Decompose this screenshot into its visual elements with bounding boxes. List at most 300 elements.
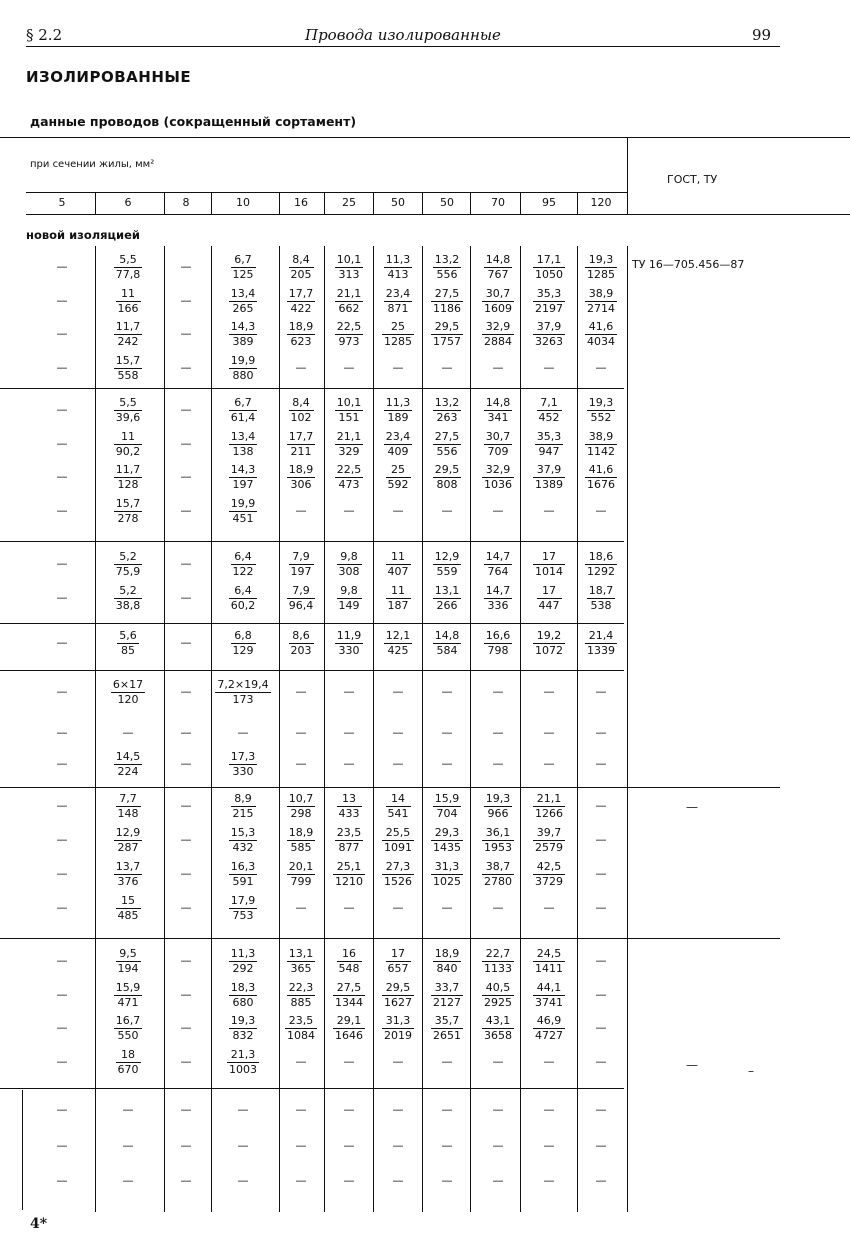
empty-cell-dash: —	[441, 361, 453, 374]
empty-cell-dash: —	[343, 1055, 355, 1068]
cell-denominator: 767	[487, 268, 509, 281]
cell-numerator: 19,3	[588, 396, 614, 409]
head-rule	[26, 46, 780, 47]
cell-numerator: 29,5	[382, 981, 414, 996]
fraction-cell	[213, 584, 273, 613]
fraction-cell	[571, 550, 631, 579]
cell-denominator: 197	[290, 565, 312, 578]
cell-denominator: 550	[117, 1029, 139, 1042]
cell-numerator: 6,4	[231, 550, 256, 565]
cell-denominator: 3729	[535, 875, 563, 888]
cell-denominator: 840	[436, 962, 458, 975]
cell-numerator: 9,8	[337, 550, 362, 565]
cell-denominator: 128	[117, 478, 139, 491]
cell-numerator: 15	[116, 894, 141, 909]
cell-denominator: 2019	[384, 1029, 412, 1042]
empty-cell-dash: —	[492, 757, 504, 770]
cell-numerator: 14,3	[230, 320, 256, 333]
fraction-cell	[519, 550, 579, 579]
empty-cell-dash: —	[122, 726, 134, 739]
empty-cell-dash: —	[441, 1055, 453, 1068]
col-separator	[577, 246, 578, 1212]
empty-cell-dash: —	[180, 1103, 192, 1116]
cell-denominator: 808	[436, 478, 458, 491]
cell-denominator: 329	[338, 445, 360, 458]
cell-numerator: 10,1	[336, 253, 362, 266]
empty-cell-dash: —	[56, 1139, 68, 1152]
fraction-cell	[98, 894, 158, 923]
fraction-cell	[98, 1048, 158, 1077]
cell-denominator: 447	[538, 599, 560, 612]
cell-denominator: 85	[121, 644, 135, 657]
cell-numerator: 19,9	[230, 354, 256, 367]
cell-numerator: 30,7	[485, 430, 511, 443]
fraction-cell	[519, 320, 579, 349]
header-col-separator	[324, 192, 325, 214]
cell-denominator: 242	[117, 335, 139, 348]
empty-cell-dash: —	[595, 1021, 607, 1034]
cell-denominator: 552	[590, 411, 612, 424]
empty-cell-dash: —	[295, 1055, 307, 1068]
cell-numerator: 8,4	[289, 253, 314, 268]
cell-numerator: 12,1	[385, 629, 411, 642]
cell-denominator: 224	[117, 765, 139, 778]
cell-numerator: 10,1	[336, 396, 362, 409]
cell-numerator: 27,5	[431, 287, 463, 302]
cell-denominator: 4727	[535, 1029, 563, 1042]
empty-cell-dash: —	[180, 988, 192, 1001]
fraction-cell	[98, 430, 158, 459]
fraction-cell	[98, 629, 158, 658]
cell-numerator: 27,5	[333, 981, 365, 996]
cell-numerator: 7,9	[287, 584, 316, 599]
fraction-cell	[98, 947, 158, 976]
fraction-cell	[213, 287, 273, 316]
empty-cell-dash: —	[392, 901, 404, 914]
cell-denominator: 877	[338, 841, 360, 854]
cell-numerator: 14,7	[485, 584, 511, 597]
cell-denominator: 2884	[484, 335, 512, 348]
group-label: новой изоляцией	[26, 228, 140, 242]
cell-denominator: 330	[232, 765, 254, 778]
cell-denominator: 166	[117, 302, 139, 315]
fraction-cell	[98, 792, 158, 821]
empty-cell-dash: —	[180, 833, 192, 846]
column-header: 16	[294, 196, 308, 209]
cell-denominator: 556	[436, 268, 458, 281]
cell-numerator: 46,9	[533, 1014, 565, 1029]
page-heading: ИЗОЛИРОВАННЫЕ	[26, 68, 192, 86]
empty-cell-dash: —	[543, 757, 555, 770]
fraction-cell	[519, 981, 579, 1010]
cell-numerator: 27,3	[382, 860, 414, 875]
cell-numerator: 5,5	[114, 253, 143, 268]
empty-cell-dash: —	[56, 799, 68, 812]
empty-cell-dash: —	[595, 988, 607, 1001]
cell-denominator: 413	[387, 268, 409, 281]
fraction-cell	[98, 287, 158, 316]
cell-denominator: 2579	[535, 841, 563, 854]
empty-cell-dash: —	[56, 591, 68, 604]
cell-numerator: 14,3	[230, 463, 256, 476]
cell-denominator: 1014	[535, 565, 563, 578]
empty-cell-dash: —	[180, 260, 192, 273]
cell-numerator: 29,3	[431, 826, 463, 841]
col-separator	[470, 246, 471, 1212]
cell-denominator: 1389	[535, 478, 563, 491]
fraction-cell	[571, 396, 631, 425]
cell-denominator: 336	[487, 599, 509, 612]
fraction-cell	[98, 750, 158, 779]
empty-cell-dash: —	[492, 1103, 504, 1116]
fraction-cell	[213, 860, 273, 889]
cell-denominator: 149	[338, 599, 360, 612]
empty-cell-dash: —	[595, 867, 607, 880]
cell-numerator: 13,4	[230, 430, 256, 443]
empty-cell-dash: —	[56, 988, 68, 1001]
cell-denominator: 670	[117, 1063, 139, 1076]
empty-cell-dash: —	[595, 833, 607, 846]
signature-mark: 4*	[30, 1216, 48, 1232]
empty-cell-dash: —	[595, 901, 607, 914]
cell-denominator: 211	[290, 445, 312, 458]
header-col-separator	[520, 192, 521, 214]
cell-denominator: 592	[387, 478, 409, 491]
fraction-cell	[98, 463, 158, 492]
empty-cell-dash: —	[343, 685, 355, 698]
empty-cell-dash: —	[343, 504, 355, 517]
cell-denominator: 556	[436, 445, 458, 458]
empty-cell-dash: —	[180, 1174, 192, 1187]
cell-denominator: 308	[338, 565, 360, 578]
cell-numerator: 23,5	[336, 826, 362, 839]
cell-numerator: 20,1	[288, 860, 314, 873]
fraction-cell	[213, 497, 273, 526]
cell-numerator: 35,3	[536, 430, 562, 443]
cell-numerator: 11,3	[385, 253, 411, 266]
empty-cell-dash: —	[180, 726, 192, 739]
empty-cell-dash: —	[56, 403, 68, 416]
cell-denominator: 1050	[535, 268, 563, 281]
cell-numerator: 27,5	[434, 430, 460, 443]
empty-cell-dash: —	[180, 437, 192, 450]
cell-denominator: 77,8	[115, 268, 141, 281]
cell-denominator: 120	[117, 693, 139, 706]
empty-cell-dash: —	[441, 1174, 453, 1187]
empty-cell-dash: —	[543, 1174, 555, 1187]
empty-cell-dash: —	[56, 636, 68, 649]
empty-cell-dash: —	[543, 685, 555, 698]
cell-denominator: 266	[436, 599, 458, 612]
cell-numerator: 38,9	[585, 430, 617, 445]
cell-numerator: 11,3	[230, 947, 256, 960]
empty-cell-dash: —	[56, 1055, 68, 1068]
empty-cell-dash: —	[56, 726, 68, 739]
cell-numerator: 19,3	[230, 1014, 256, 1027]
cell-numerator: 14,8	[485, 396, 511, 409]
cell-numerator: 13,1	[288, 947, 314, 960]
cell-denominator: 148	[117, 807, 139, 820]
table-top-rule	[0, 137, 850, 138]
cell-denominator: 138	[232, 445, 254, 458]
cell-numerator: 11	[386, 550, 411, 565]
header-bottom-rule	[26, 214, 850, 215]
cell-denominator: 1757	[433, 335, 461, 348]
cell-numerator: 37,9	[533, 463, 565, 478]
empty-cell-dash: —	[295, 1103, 307, 1116]
empty-cell-dash: —	[441, 1103, 453, 1116]
empty-cell-dash: —	[543, 726, 555, 739]
empty-cell-dash: —	[56, 685, 68, 698]
cell-numerator: 15,9	[434, 792, 460, 805]
fraction-cell	[98, 354, 158, 383]
empty-cell-dash: —	[56, 901, 68, 914]
cell-denominator: 173	[232, 693, 254, 706]
cell-numerator: 21,4	[585, 629, 617, 644]
cell-numerator: 18,9	[288, 320, 314, 333]
column-header: 25	[342, 196, 356, 209]
cell-denominator: 1133	[484, 962, 512, 975]
block-separator	[0, 541, 624, 542]
cell-denominator: 306	[290, 478, 312, 491]
empty-cell-dash: —	[343, 361, 355, 374]
fraction-cell	[213, 550, 273, 579]
cell-numerator: 10,7	[288, 792, 314, 805]
cell-numerator: 22,3	[288, 981, 314, 994]
fraction-cell	[98, 320, 158, 349]
fraction-cell	[213, 463, 273, 492]
header-col-separator	[95, 192, 96, 214]
cell-denominator: 832	[232, 1029, 254, 1042]
fraction-cell	[213, 792, 273, 821]
fraction-cell	[213, 1048, 273, 1077]
empty-cell-dash: —	[56, 867, 68, 880]
column-header: 95	[542, 196, 556, 209]
empty-cell-dash: —	[392, 1139, 404, 1152]
empty-cell-dash: —	[543, 361, 555, 374]
cell-numerator: 19,3	[585, 253, 617, 268]
fraction-cell	[213, 430, 273, 459]
col-separator	[422, 246, 423, 1212]
cell-numerator: 25,5	[382, 826, 414, 841]
cell-denominator: 1091	[384, 841, 412, 854]
cell-numerator: 18,9	[434, 947, 460, 960]
cell-numerator: 17,7	[288, 287, 314, 300]
cell-denominator: 129	[232, 644, 254, 657]
cell-denominator: 485	[117, 909, 139, 922]
empty-cell-dash: —	[56, 954, 68, 967]
cell-denominator: 1292	[587, 565, 615, 578]
empty-cell-dash: —	[180, 504, 192, 517]
empty-cell-dash: —	[180, 1055, 192, 1068]
cell-denominator: 75,9	[115, 565, 141, 578]
cell-numerator: 15,7	[115, 497, 141, 510]
cell-denominator: 60,2	[230, 599, 256, 612]
cell-denominator: 292	[232, 962, 254, 975]
empty-cell-dash: —	[392, 361, 404, 374]
cell-numerator: 11,7	[115, 463, 141, 476]
cell-numerator: 14,8	[485, 253, 511, 266]
cell-numerator: 17	[537, 584, 562, 599]
cell-denominator: 473	[338, 478, 360, 491]
empty-cell-dash: —	[237, 1174, 249, 1187]
header-divider-rule	[26, 192, 627, 193]
empty-cell-dash: —	[180, 901, 192, 914]
fraction-cell	[213, 894, 273, 923]
cell-numerator: 6,7	[229, 396, 258, 411]
empty-cell-dash: —	[180, 361, 192, 374]
cell-denominator: 407	[387, 565, 409, 578]
empty-cell-dash: —	[122, 1174, 134, 1187]
fraction-cell	[571, 287, 631, 316]
cell-numerator: 16,7	[115, 1014, 141, 1027]
cell-denominator: 102	[290, 411, 312, 424]
cell-numerator: 14,5	[115, 750, 141, 763]
empty-cell-dash: —	[392, 1174, 404, 1187]
block-separator	[0, 1088, 624, 1089]
fraction-cell	[213, 629, 273, 658]
cell-denominator: 798	[487, 644, 509, 657]
empty-cell-dash: —	[595, 1174, 607, 1187]
cell-denominator: 3741	[535, 996, 563, 1009]
empty-cell-dash: —	[56, 470, 68, 483]
cell-numerator: 21,1	[336, 287, 362, 300]
running-title: Провода изолированные	[305, 26, 501, 44]
cell-denominator: 265	[232, 302, 254, 315]
cell-numerator: 9,5	[116, 947, 141, 962]
empty-cell-dash: —	[295, 504, 307, 517]
page-number: 99	[752, 26, 772, 44]
col-separator	[279, 246, 280, 1212]
cell-denominator: 2127	[433, 996, 461, 1009]
empty-cell-dash: —	[180, 1139, 192, 1152]
empty-cell-dash: —	[543, 1139, 555, 1152]
empty-cell-dash: —	[343, 726, 355, 739]
cell-denominator: 432	[232, 841, 254, 854]
column-header: 6	[124, 196, 132, 209]
fraction-cell	[519, 253, 579, 282]
cell-numerator: 35,7	[431, 1014, 463, 1029]
cell-denominator: 1609	[484, 302, 512, 315]
cell-denominator: 278	[117, 512, 139, 525]
cell-denominator: 3658	[484, 1029, 512, 1042]
col-separator	[211, 246, 212, 1212]
cell-denominator: 2780	[484, 875, 512, 888]
empty-cell-dash: —	[441, 685, 453, 698]
cell-denominator: 194	[117, 962, 139, 975]
cell-denominator: 215	[232, 807, 254, 820]
empty-cell-dash: —	[295, 1139, 307, 1152]
cell-numerator: 6×17	[112, 678, 144, 691]
empty-cell-dash: —	[180, 294, 192, 307]
cell-numerator: 17,3	[230, 750, 256, 763]
table-subtitle: данные проводов (сокращенный сортамент)	[30, 114, 357, 129]
cell-numerator: 24,5	[533, 947, 565, 962]
cell-numerator: 41,6	[585, 320, 617, 335]
cell-denominator: 4034	[587, 335, 615, 348]
fraction-cell	[519, 396, 579, 425]
cell-denominator: 973	[338, 335, 360, 348]
left-edge-rule	[22, 1090, 23, 1210]
cell-denominator: 61,4	[230, 411, 256, 424]
empty-cell-dash: —	[441, 901, 453, 914]
cell-denominator: 1676	[587, 478, 615, 491]
cell-denominator: 662	[338, 302, 360, 315]
fraction-cell	[519, 430, 579, 459]
cell-denominator: 38,8	[115, 599, 141, 612]
fraction-cell	[519, 584, 579, 613]
section-number: § 2.2	[26, 26, 63, 44]
fraction-cell	[213, 320, 273, 349]
cell-numerator: 11	[114, 430, 143, 445]
cell-numerator: 15,7	[115, 354, 141, 367]
cell-numerator: 19,2	[533, 629, 565, 644]
cell-numerator: 25	[386, 463, 411, 478]
cell-numerator: 15,9	[115, 981, 141, 994]
empty-cell-dash: —	[595, 1055, 607, 1068]
cell-numerator: 11	[386, 584, 411, 599]
empty-cell-dash: —	[343, 1103, 355, 1116]
empty-cell-dash: —	[122, 1103, 134, 1116]
cell-denominator: 880	[232, 369, 254, 382]
cell-denominator: 125	[232, 268, 254, 281]
column-header: 120	[590, 196, 612, 209]
cell-denominator: 558	[117, 369, 139, 382]
fraction-cell	[519, 1014, 579, 1043]
cell-numerator: 37,9	[533, 320, 565, 335]
col-separator	[520, 246, 521, 1212]
empty-cell-dash: —	[56, 1174, 68, 1187]
gost-header: ГОСТ, ТУ	[667, 173, 718, 186]
empty-cell-dash: —	[295, 1174, 307, 1187]
cell-numerator: 32,9	[482, 463, 514, 478]
cell-numerator: 39,7	[533, 826, 565, 841]
empty-cell-dash: —	[180, 685, 192, 698]
cell-denominator: 538	[590, 599, 612, 612]
cell-denominator: 96,4	[288, 599, 314, 612]
empty-cell-dash: —	[56, 294, 68, 307]
cell-denominator: 623	[290, 335, 312, 348]
empty-cell-dash: —	[180, 954, 192, 967]
fraction-cell	[571, 629, 631, 658]
cell-numerator: 9,8	[337, 584, 362, 599]
empty-cell-dash: —	[595, 504, 607, 517]
cell-numerator: 18,7	[588, 584, 614, 597]
empty-cell-dash: —	[295, 757, 307, 770]
cell-numerator: 15,3	[230, 826, 256, 839]
cell-numerator: 36,1	[482, 826, 514, 841]
col-separator	[627, 246, 628, 1212]
cell-numerator: 42,5	[533, 860, 565, 875]
cell-numerator: 31,3	[382, 1014, 414, 1029]
cell-denominator: 1084	[287, 1029, 315, 1042]
cell-denominator: 151	[338, 411, 360, 424]
fraction-cell	[519, 629, 579, 658]
cell-numerator: 17	[533, 550, 565, 565]
block-separator	[0, 670, 624, 671]
gost-value-dash: —	[686, 800, 698, 814]
empty-cell-dash: —	[180, 799, 192, 812]
cell-denominator: 1339	[587, 644, 615, 657]
empty-cell-dash: —	[492, 901, 504, 914]
header-col-separator	[164, 192, 165, 214]
cell-numerator: 7,1	[537, 396, 562, 411]
empty-cell-dash: —	[295, 726, 307, 739]
fraction-cell	[98, 1014, 158, 1043]
fraction-cell	[519, 463, 579, 492]
cell-denominator: 189	[387, 411, 409, 424]
cell-denominator: 365	[290, 962, 312, 975]
